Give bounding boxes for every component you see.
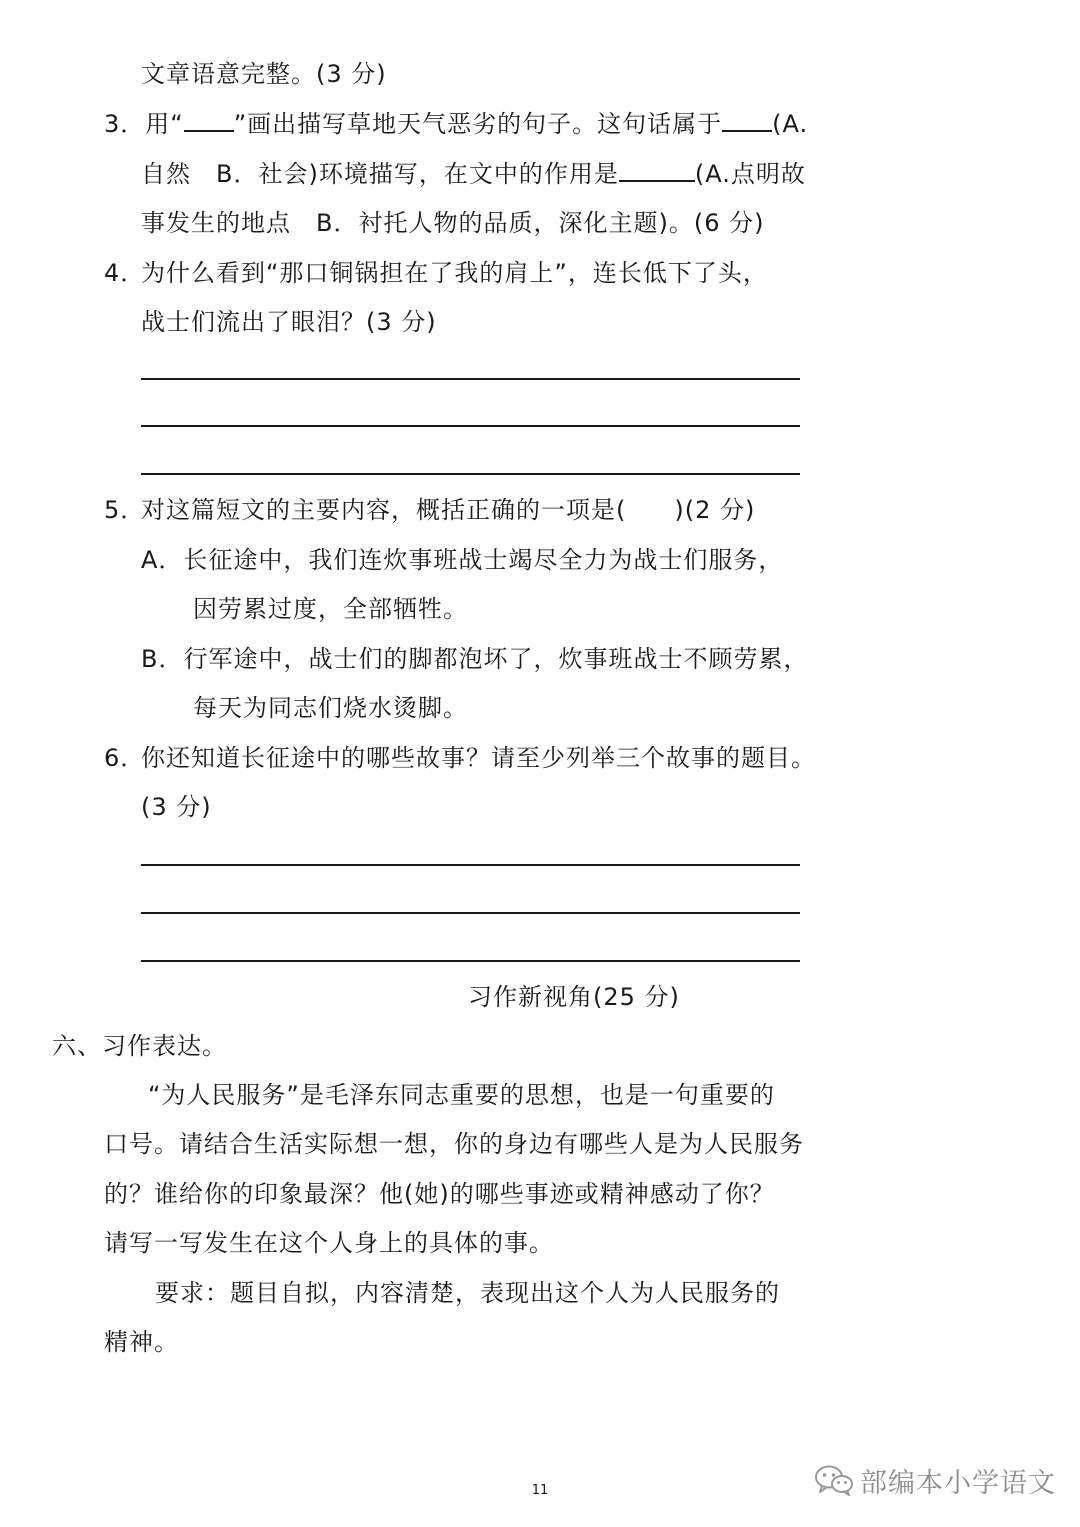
answer-blank[interactable] [184,108,234,132]
answer-line[interactable] [141,378,800,380]
option-b-line-2: 每天为同志们烧水烫脚。 [193,694,468,722]
question-text: 自然 B．社会)环境描写，在文中的作用是 [141,160,619,188]
question-3-line-3: 事发生的地点 B．衬托人物的品质，深化主题)。(6 分) [141,209,765,237]
answer-line[interactable] [141,425,800,427]
question-5-stem [141,494,755,526]
question-6-line-1: 你还知道长征途中的哪些故事？请至少列举三个故事的题目。 [141,744,816,772]
requirement-line-1: 要求：题目自拟，内容清楚，表现出这个人为人民服务的 [155,1279,780,1307]
question-3-line-1 [104,108,808,140]
question-5-number: 5． [104,496,146,524]
page-number: 11 [531,1483,549,1498]
question-number: 3． [104,110,146,138]
prompt-line-1: “为人民服务”是毛泽东同志重要的思想，也是一句重要的 [148,1081,775,1109]
answer-blank[interactable] [722,108,772,132]
question-text: 对这篇短文的主要内容，概括正确的一项是( [141,496,627,524]
question-3-line-2 [141,158,806,190]
answer-line[interactable] [141,960,800,962]
question-text: )(2 分) [674,496,756,524]
question-text: (A. [772,110,809,138]
option-a-line-1: A．长征途中，我们连炊事班战士竭尽全力为战士们服务， [141,546,784,574]
watermark [814,1458,1056,1502]
wechat-icon [814,1464,854,1496]
watermark-text: 部编本小学语文 [860,1467,1056,1499]
option-a-line-2: 因劳累过度，全部牺牲。 [193,595,468,623]
question-text: 用“ [145,110,184,138]
question-text: (A.点明故 [694,160,806,188]
question-4-number: 4． [104,259,146,287]
question-4-line-1: 为什么看到“那口铜锅担在了我的肩上”，连长低下了头， [141,259,768,287]
answer-blank[interactable] [619,158,695,182]
answer-line[interactable] [141,912,800,914]
prompt-line-2: 口号。请结合生活实际想一想，你的身边有哪些人是为人民服务 [104,1130,804,1158]
answer-line[interactable] [141,473,800,475]
answer-line[interactable] [141,864,800,866]
question-6-number: 6． [104,744,146,772]
question-text: ”画出描写草地天气恶劣的句子。这句话属于 [233,110,723,138]
requirement-line-2: 精神。 [104,1328,179,1356]
part-6-heading: 六、习作表达。 [52,1032,227,1060]
question-6-line-2: (3 分) [141,793,212,821]
option-b-line-1: B．行军途中，战士们的脚都泡坏了，炊事班战士不顾劳累， [141,645,809,673]
prompt-line-3: 的？谁给你的印象最深？他(她)的哪些事迹或精神感动了你？ [104,1180,775,1208]
section-title: 习作新视角(25 分) [468,983,680,1011]
continuation-line: 文章语意完整。(3 分) [141,60,387,88]
prompt-line-4: 请写一写发生在这个人身上的具体的事。 [104,1229,554,1257]
question-4-line-2: 战士们流出了眼泪？(3 分) [141,308,437,336]
